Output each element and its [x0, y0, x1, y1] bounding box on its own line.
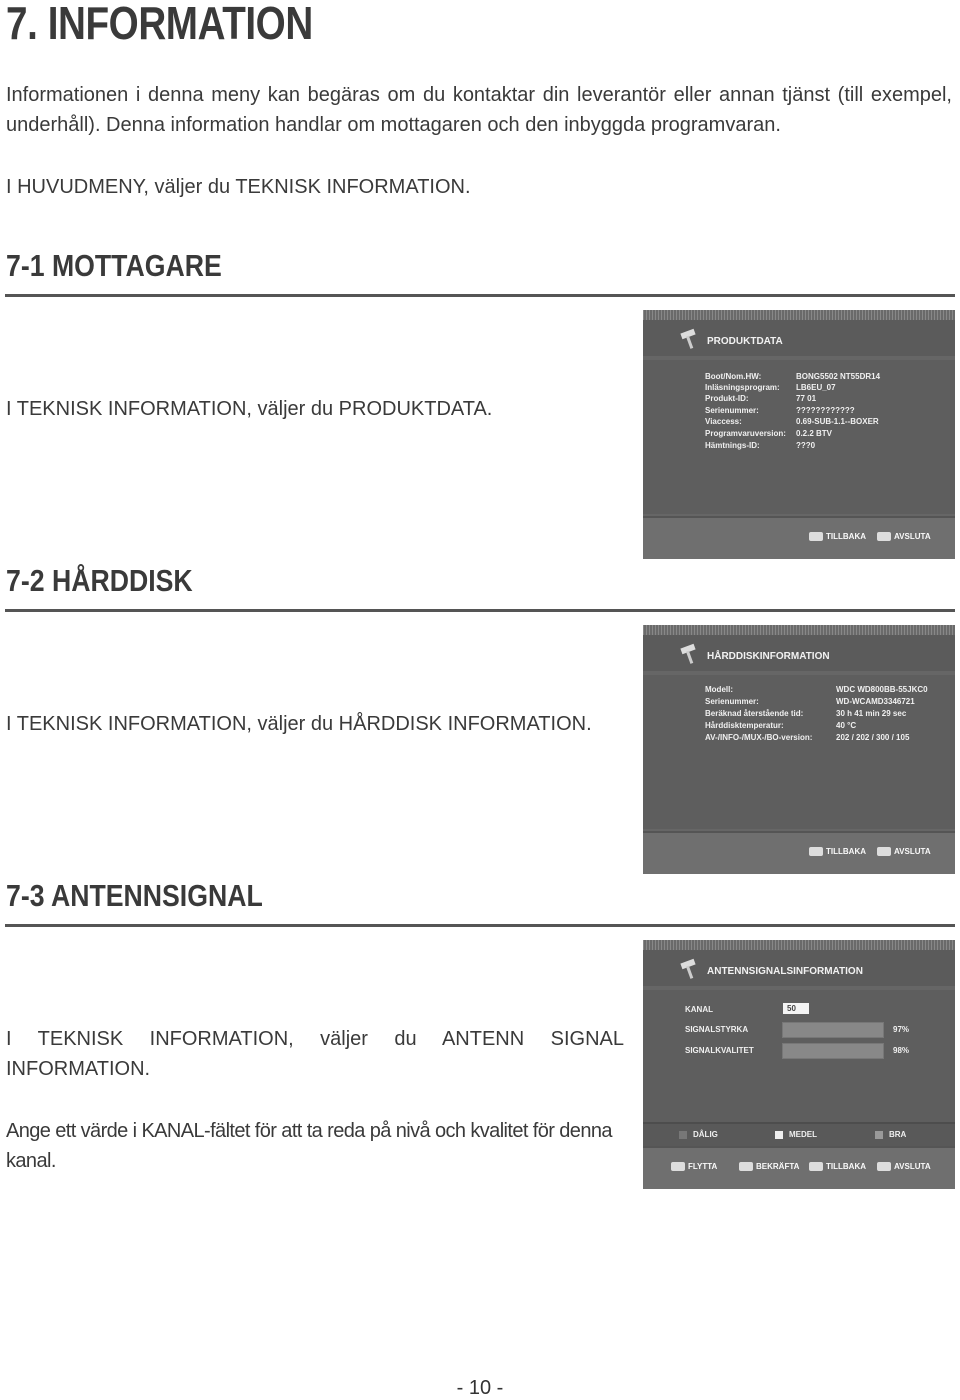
intro-paragraph: Informationen i denna meny kan begäras om du kontaktar din leverantör eller annan tjänst (till exempel, underhåll). Denna information handlar om mottagaren och den inbyggda programvaran. — [6, 84, 952, 136]
section-heading-antennsignal: 7-3 ANTENNSIGNAL — [6, 878, 263, 913]
row-value: 0.69-SUB-1.1--BOXER — [796, 417, 879, 426]
signalstyrka-value: 97% — [893, 1025, 910, 1034]
screen-title: HÅRDDISKINFORMATION — [707, 651, 830, 662]
signalstyrka-label: SIGNALSTYRKA — [685, 1025, 749, 1034]
section-text-mottagare: I TEKNISK INFORMATION, väljer du PRODUKTDATA. — [6, 398, 493, 420]
legend-medel: MEDEL — [775, 1130, 817, 1139]
hammer-icon — [679, 328, 701, 350]
row-value: WD-WCAMD3346721 — [836, 697, 915, 706]
produktdata-screen — [643, 310, 955, 559]
row-value: 30 h 41 min 29 sec — [836, 709, 907, 718]
page-title: 7. INFORMATION — [6, 0, 313, 49]
row-value: WDC WD800BB-55JKC0 — [836, 685, 928, 694]
avsluta-button[interactable]: AVSLUTA — [877, 532, 931, 541]
kanal-label: KANAL — [685, 1005, 713, 1014]
row-label: Inläsningsprogram: — [705, 383, 780, 392]
section-text-harddisk: I TEKNISK INFORMATION, väljer du HÅRDDISK INFORMATION. — [6, 713, 592, 735]
row-value: 40 °C — [836, 721, 857, 730]
section-text-antennsignal-line1: I TEKNISK INFORMATION, väljer du ANTENN SIGNAL — [6, 1028, 624, 1050]
row-value: 0.2.2 BTV — [796, 429, 833, 438]
signalkvalitet-label: SIGNALKVALITET — [685, 1046, 754, 1055]
hammer-icon — [679, 643, 701, 665]
hammer-icon — [679, 958, 701, 980]
row-label: Hämtnings-ID: — [705, 441, 760, 450]
row-label: Serienummer: — [705, 406, 759, 415]
legend-bra: BRA — [875, 1130, 906, 1139]
section-heading-mottagare: 7-1 MOTTAGARE — [6, 248, 222, 283]
section-text-antennsignal-line2: INFORMATION. — [6, 1058, 151, 1080]
section-rule — [5, 294, 955, 297]
row-label: AV-/INFO-/MUX-/BO-version: — [705, 733, 813, 742]
signalkvalitet-value: 98% — [893, 1046, 910, 1055]
section-rule — [5, 924, 955, 927]
avsluta-button[interactable]: AVSLUTA — [877, 1162, 931, 1171]
row-label: Produkt-ID: — [705, 394, 749, 403]
main-menu-instruction: I HUVUDMENY, väljer du TEKNISK INFORMATION. — [6, 176, 471, 198]
row-value: LB6EU_07 — [796, 383, 836, 392]
row-label: Programvaruversion: — [705, 429, 786, 438]
row-value: ???????????? — [796, 406, 855, 415]
antennsignal-screen — [643, 940, 955, 1189]
row-value: ???0 — [796, 441, 816, 450]
row-value: BONG5502 NT55DR14 — [796, 372, 881, 381]
row-label: Beräknad återstående tid: — [705, 709, 804, 718]
screen-title: PRODUKTDATA — [707, 336, 783, 347]
screen-title: ANTENNSIGNALSINFORMATION — [707, 966, 863, 977]
row-label: Modell: — [705, 685, 733, 694]
page-number: - 10 - — [456, 1377, 504, 1399]
avsluta-button[interactable]: AVSLUTA — [877, 847, 931, 856]
row-label: Serienummer: — [705, 697, 759, 706]
section-rule — [5, 609, 955, 612]
row-value: 202 / 202 / 300 / 105 — [836, 733, 910, 742]
row-value: 77 01 — [796, 394, 817, 403]
signalstyrka-bar — [782, 1022, 884, 1038]
row-label: Boot/Nom.HW: — [705, 372, 762, 381]
legend-dalig: DÅLIG — [679, 1130, 718, 1139]
signalkvalitet-bar — [782, 1043, 884, 1059]
tillbaka-button[interactable]: TILLBAKA — [809, 1162, 866, 1171]
tillbaka-button[interactable]: TILLBAKA — [809, 847, 866, 856]
bekrafta-button[interactable]: BEKRÄFTA — [739, 1162, 799, 1171]
row-label: Hårddisktemperatur: — [705, 721, 784, 730]
section-heading-harddisk: 7-2 HÅRDDISK — [6, 563, 193, 598]
flytta-button[interactable]: FLYTTA — [671, 1162, 717, 1171]
kanal-input[interactable]: 50 — [783, 1003, 809, 1014]
section-text-kanal: Ange ett värde i KANAL-fältet för att ta reda på nivå och kvalitet för denna kanal. — [6, 1120, 612, 1172]
harddisk-screen — [643, 625, 955, 874]
row-label: Viaccess: — [705, 417, 742, 426]
tillbaka-button[interactable]: TILLBAKA — [809, 532, 866, 541]
